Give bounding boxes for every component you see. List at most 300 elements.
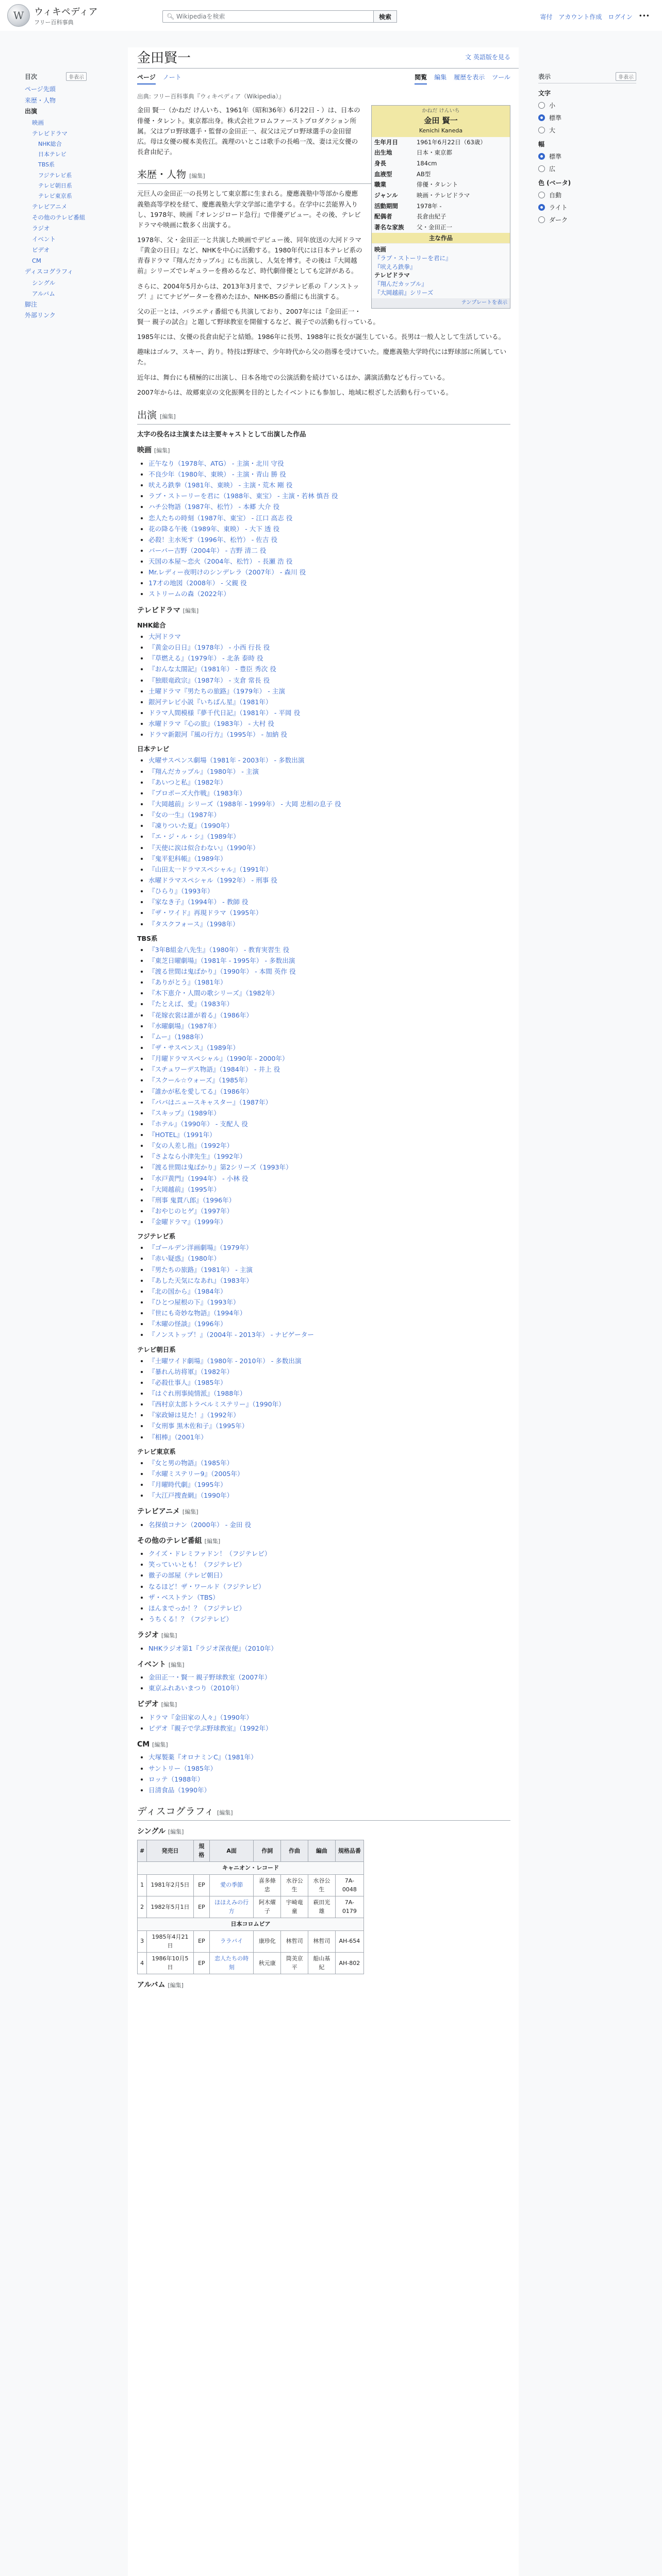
appearance-hide-button[interactable]: 非表示 <box>616 72 636 81</box>
toc-item[interactable]: テレビドラマ <box>32 129 68 137</box>
list-item-link[interactable]: 金田正一・賢一 親子野球教室（2007年） <box>148 1673 271 1682</box>
list-item-link[interactable]: 恋人たちの時刻（1987年、東宝） - 江口 高志 役 <box>148 514 293 522</box>
list-item-link[interactable]: 『さよなら小津先生』（1992年） <box>148 1153 246 1161</box>
infobox-row <box>372 201 510 212</box>
template-link[interactable]: テンプレートを表示 <box>372 298 510 308</box>
list-item-link[interactable]: 『鬼平犯科帳』（1989年） <box>148 854 227 862</box>
item-list <box>148 1243 510 1340</box>
toc-item[interactable]: 日本テレビ <box>38 150 67 158</box>
list-item-link[interactable]: 必殺！主水死す（1996年、松竹） - 佐吉 役 <box>148 535 278 544</box>
list-item <box>148 919 510 929</box>
infobox-work[interactable]: 『翔んだカップル』 <box>374 280 427 287</box>
article-main <box>128 47 519 2576</box>
list-item-link[interactable]: 『ひとつ屋根の下』（1993年） <box>148 1298 240 1307</box>
section-title: ディスコグラフィ <box>137 1806 214 1818</box>
list-item-link[interactable]: 『ホテル』（1990年） - 支配人 役 <box>148 1120 248 1128</box>
search-button[interactable]: 検索 <box>374 10 397 23</box>
list-item-link[interactable]: 『パパはニュースキャスター』（1987年） <box>148 1098 272 1106</box>
subsection-heading <box>137 1699 510 1710</box>
language-button[interactable]: 文 英語版を見る <box>465 54 510 61</box>
biography-paragraph: 元巨人の金田正一の長男として東京都に生まれる。慶應義塾中等部から慶應義塾高等学校を経て、慶應義塾大学文学部に進学する。在学中に芸能界入りし、1978年、映画『オレンジロード急行』で俳優デビュー。その後、テレビドラマや映画に数多く出演する。 <box>137 190 361 229</box>
search-input[interactable]: 🔍︎ Wikipediaを検索 <box>162 10 374 23</box>
list-item <box>148 1195 510 1206</box>
list-item-link[interactable]: 『東芝日曜劇場』（1981年 - 1995年） - 多数出演 <box>148 956 295 964</box>
list-item-link[interactable]: 『水戸黄門』（1994年） - 小林 役 <box>148 1174 249 1182</box>
list-item-link[interactable]: 『ゴールデン洋画劇場』（1979年） <box>148 1244 253 1252</box>
infobox-row <box>372 147 510 158</box>
list-item-link[interactable]: 『スチュワーデス物語』（1984年） - 井上 役 <box>148 1065 280 1074</box>
edit-link[interactable]: [編集] <box>152 1741 168 1749</box>
list-item-link[interactable]: 『家なき子』（1994年） - 教師 役 <box>148 898 249 906</box>
edit-link[interactable]: [編集] <box>217 1809 233 1817</box>
single-cell: 林哲司 <box>308 1930 336 1952</box>
toc-item[interactable]: アルバム <box>32 290 55 297</box>
list-item-link[interactable]: 『凍りついた夏』（1990年） <box>148 822 234 830</box>
list-item-link[interactable]: うちくる！？（フジテレビ） <box>148 1615 233 1623</box>
list-item-link[interactable]: 『独眼竜政宗』（1987年） - 支倉 常長 役 <box>148 676 270 684</box>
column-header: 作曲 <box>281 1840 308 1861</box>
text-size-small[interactable]: 小 <box>538 101 636 110</box>
text-size-large[interactable]: 大 <box>538 126 636 134</box>
appearance-heading: 表示 <box>538 73 551 80</box>
edit-link[interactable]: [編集] <box>183 607 199 614</box>
list-item-link[interactable]: 『あした天気になあれ』（1983年） <box>148 1276 253 1284</box>
list-item <box>148 697 510 707</box>
toc-list <box>25 84 87 321</box>
list-item-link[interactable]: 『大岡越前』シリーズ（1988年 - 1999年） - 大岡 忠相の息子 役 <box>148 800 341 808</box>
list-item-link[interactable]: 『暴れん坊将軍』（1982年） <box>148 1367 234 1376</box>
list-item <box>148 535 510 545</box>
toc-item[interactable]: イベント <box>32 235 56 243</box>
list-item <box>148 546 510 556</box>
list-item-link[interactable]: 『大岡越前』（1995年） <box>148 1185 221 1193</box>
list-item <box>148 1378 510 1388</box>
column-header: 編曲 <box>308 1840 336 1861</box>
edit-link[interactable]: [編集] <box>161 1701 177 1708</box>
list-item-link[interactable]: 不良少年（1980年、東映） - 主演・青山 勝 役 <box>148 470 286 478</box>
section-heading <box>137 1799 510 1821</box>
column-header: 発売日 <box>147 1840 194 1861</box>
list-item-link[interactable]: ラブ・ストーリーを君に（1988年、東宝） - 主演・若林 慎吾 役 <box>148 492 338 500</box>
column-header: 規格品番 <box>335 1840 363 1861</box>
view-tabs <box>415 73 510 84</box>
list-item <box>148 730 510 740</box>
single-cell: 1981年2月5日 <box>147 1874 194 1896</box>
toc-item[interactable]: ページ先頭 <box>25 86 56 93</box>
list-item-link[interactable]: 名探偵コナン（2000年） - 金田 役 <box>148 1520 252 1529</box>
list-item-link[interactable]: 『木下恵介・人間の歌シリーズ』（1982年） <box>148 989 278 997</box>
list-item-link[interactable]: 『土曜ワイド劇場』（1980年 - 2010年） - 多数出演 <box>148 1357 302 1365</box>
group-heading: テレビ朝日系 <box>137 1345 176 1353</box>
list-item-link[interactable]: クイズ・ドレミファドン！（フジテレビ） <box>148 1550 271 1558</box>
infobox-value: 1961年6月22日（63歳） <box>417 138 486 146</box>
list-item-link[interactable]: ドラマ人間模様『夢千代日記』（1981年） - 平岡 役 <box>148 709 301 717</box>
list-item-link[interactable]: 『ザ・サスペンス』（1989年） <box>148 1043 239 1052</box>
item-list <box>148 1713 510 1734</box>
list-item <box>148 513 510 523</box>
list-item-link[interactable]: 『月曜時代劇』（1995年） <box>148 1481 227 1488</box>
color-dark[interactable]: ダーク <box>538 215 636 224</box>
login-link[interactable]: ログイン <box>608 13 633 21</box>
list-item-link[interactable]: 『大江戸捜査網』（1990年） <box>148 1492 234 1500</box>
source-line: 出典: フリー百科事典『ウィキペディア（Wikipedia）』 <box>137 93 285 100</box>
list-item <box>148 1713 510 1723</box>
list-item-link[interactable]: 17才の地図（2008年） - 父親 役 <box>148 579 247 587</box>
text-size-label: 文字 <box>538 90 551 97</box>
edit-link[interactable]: [編集] <box>189 173 205 180</box>
list-item <box>148 1141 510 1151</box>
list-item-link[interactable]: 天国の本屋〜恋火（2004年、松竹） - 長瀬 浩 役 <box>148 557 293 566</box>
list-item-link[interactable]: 『家政婦は見た！』（1992年） <box>148 1411 240 1419</box>
list-item-link[interactable]: 『西村京太郎トラベルミステリー』（1990年） <box>148 1400 285 1409</box>
width-label: 幅 <box>538 141 545 148</box>
list-item <box>148 1108 510 1118</box>
toc-item[interactable]: テレビ東京系 <box>38 193 72 200</box>
list-item <box>148 1130 510 1140</box>
appearances-note: 太字の役名は主演または主要キャストとして出演した作品 <box>137 430 306 438</box>
list-item <box>148 1603 510 1614</box>
list-item <box>148 1286 510 1297</box>
list-item <box>148 1480 510 1490</box>
list-item-link[interactable]: なるほど！ザ・ワールド（フジテレビ） <box>148 1582 265 1590</box>
edit-link[interactable]: [編集] <box>160 413 176 420</box>
list-item-link[interactable]: 『北の国から』（1984年） <box>148 1287 227 1295</box>
toc-item[interactable]: 来歴・人物 <box>25 96 56 104</box>
list-item <box>148 459 510 469</box>
list-item-link[interactable]: 徹子の部屋（テレビ朝日） <box>148 1571 226 1580</box>
list-item-link[interactable]: ドラマ『金田家の人々』（1990年） <box>148 1713 253 1721</box>
list-item <box>148 1764 510 1774</box>
tab-talk[interactable]: ノート <box>162 74 181 81</box>
edit-link[interactable]: [編集] <box>182 1509 198 1516</box>
infobox-roman: Kenichi Kaneda <box>419 127 463 134</box>
list-item-link[interactable]: 『翔んだカップル』（1980年） - 主演 <box>148 767 259 775</box>
toc-item[interactable]: TBS系 <box>38 161 55 168</box>
list-item <box>148 1075 510 1086</box>
list-item <box>148 956 510 966</box>
list-item-link[interactable]: Mr.レディー夜明けのシンデレラ（2007年） - 森川 役 <box>148 568 306 577</box>
list-item-link[interactable]: 『スキップ』（1989年） <box>148 1109 220 1117</box>
list-item <box>148 642 510 653</box>
list-item-link[interactable]: 『誰かが私を愛してる』（1986年） <box>148 1087 253 1095</box>
toc-item[interactable]: フジテレビ系 <box>38 172 72 179</box>
subsection-heading <box>137 1979 510 1991</box>
biography-paragraph: 近年は、舞台にも積極的に出演し、日本各地での公演活動を続けているほか、講演活動なども行っている。 <box>137 373 449 381</box>
infobox-work: 映画 <box>374 246 386 253</box>
infobox-work[interactable]: 『吠えろ鉄拳』 <box>374 263 416 270</box>
list-item <box>148 1330 510 1340</box>
site-logo[interactable] <box>7 4 97 27</box>
list-item-link[interactable]: ビデオ『親子で学ぶ野球教室』（1992年） <box>148 1724 272 1732</box>
infobox-label: 配偶者 <box>374 213 392 221</box>
list-item-link[interactable]: サントリー（1985年） <box>148 1764 217 1772</box>
list-item <box>148 1217 510 1227</box>
list-item <box>148 567 510 578</box>
list-item <box>148 897 510 907</box>
toc-hide-button[interactable]: 非表示 <box>66 72 87 81</box>
list-item-link[interactable]: 花の降る午後（1989年、東映） - 大下 透 役 <box>148 524 280 533</box>
edit-link[interactable]: [編集] <box>168 1661 185 1668</box>
lead-paragraph: 金田 賢一（かねだ けんいち、1961年（昭和36年）6月22日 - ）は、日本の俳優・タレント。東京都出身。株式会社フロムファーストプロダクション所属。父はプロ野球選手・監督の金田正一、叔父は元プロ野球選手の金田留広。母は女優の榎本美佐江。義理のいとこは歌手の長嶋一茂、妻は元女優の長倉由紀子。 <box>137 106 360 156</box>
list-item <box>148 469 510 480</box>
single-cell[interactable]: ほほえみの行方 <box>209 1896 254 1918</box>
list-item-link[interactable]: 笑っていいとも！（フジテレビ） <box>148 1561 246 1569</box>
list-item-link[interactable]: 『おんな太閤記』（1981年） - 豊臣 秀次 役 <box>148 665 276 673</box>
group-heading: NHK総合 <box>137 621 166 630</box>
toc-item[interactable]: NHK総合 <box>38 140 62 147</box>
list-item <box>148 1184 510 1195</box>
edit-link[interactable]: [編集] <box>168 1981 184 1989</box>
list-item-link[interactable]: 大塚製薬『オロナミンC』（1981年） <box>148 1753 257 1761</box>
record-label: 日本コロムビア <box>138 1918 364 1930</box>
list-item-link[interactable]: 東京ふれあいまつり（2010年） <box>148 1684 243 1692</box>
list-item-link[interactable]: 吠えろ鉄拳（1981年、東映） - 主演・荒木 剛 役 <box>148 481 293 489</box>
list-item <box>148 977 510 988</box>
list-item <box>148 1319 510 1329</box>
list-item-link[interactable]: 『渡る世間は鬼ばかり』第2シリーズ（1993年） <box>148 1163 292 1172</box>
list-item-link[interactable]: 水曜ドラマ『心の旅』（1983年） - 大村 役 <box>148 720 274 728</box>
single-cell[interactable]: ララバイ <box>209 1930 254 1952</box>
toc-item[interactable]: ラジオ <box>32 225 50 232</box>
list-item <box>148 1582 510 1592</box>
list-item <box>148 1388 510 1399</box>
subsection-heading <box>137 1506 510 1517</box>
list-item-link[interactable]: 『赤い疑惑』（1980年） <box>148 1255 221 1263</box>
list-item <box>148 1614 510 1624</box>
list-item-link[interactable]: 『渡る世間は鬼ばかり』（1990年） - 本間 英作 役 <box>148 967 296 975</box>
list-item-link[interactable]: 『ありがとう』（1981年） <box>148 978 227 987</box>
group-heading: 日本テレビ <box>137 745 170 753</box>
list-item <box>148 1520 510 1530</box>
list-item-link[interactable]: 『黄金の日日』（1978年） - 小西 行長 役 <box>148 643 270 652</box>
infobox-work[interactable]: 『大岡越前』シリーズ <box>374 289 434 296</box>
list-item-link[interactable]: ザ・ベストテン（TBS） <box>148 1593 219 1601</box>
list-item-link[interactable]: 『3年B組金八先生』（1980年） - 教育実習生 役 <box>148 945 290 954</box>
list-item-link[interactable]: 『草燃える』（1979年） - 北条 泰時 役 <box>148 654 263 663</box>
donate-link[interactable]: 寄付 <box>540 13 553 21</box>
list-item-link[interactable]: 『山田太一ドラマスペシャル』（1991年） <box>148 865 272 873</box>
subsection-title: ビデオ <box>137 1700 159 1709</box>
list-item-link[interactable]: 『スクール☆ウォーズ』（1985年） <box>148 1076 252 1084</box>
toc-item[interactable]: シングル <box>32 279 56 286</box>
list-item-link[interactable]: 『おやじのヒゲ』（1997年） <box>148 1207 234 1215</box>
single-cell: EP <box>193 1896 209 1918</box>
list-item-link[interactable]: 日清食品（1990年） <box>148 1786 211 1794</box>
list-item-link[interactable]: 水曜ドラマスペシャル（1992年） - 刑事 役 <box>148 876 277 884</box>
list-item <box>148 1308 510 1318</box>
infobox-row <box>372 222 510 233</box>
list-item-link[interactable]: 『ノンストップ！』（2004年 - 2013年） - ナビゲーター <box>148 1331 314 1339</box>
item-list <box>148 1356 510 1443</box>
infobox-work[interactable]: 『ラブ・ストーリーを君に』 <box>374 254 452 262</box>
single-row <box>138 1952 364 1974</box>
subsection-heading <box>137 1535 510 1547</box>
list-item-link[interactable]: 『男たちの旅路』（1981年） - 主演 <box>148 1265 253 1274</box>
toc-item[interactable]: テレビ朝日系 <box>38 182 72 189</box>
subsection-heading <box>137 605 510 616</box>
list-item-link[interactable]: 『相棒』（2001年） <box>148 1433 207 1441</box>
tab-edit[interactable]: 編集 <box>434 74 447 81</box>
edit-link[interactable]: [編集] <box>204 1537 221 1545</box>
tab-tools[interactable]: ツール <box>492 74 510 81</box>
color-label: 色 (ベータ) <box>538 179 571 187</box>
edit-link[interactable]: [編集] <box>168 1828 184 1836</box>
list-item <box>148 777 510 788</box>
item-list <box>148 1458 510 1501</box>
list-item <box>148 1021 510 1031</box>
search-icon: 🔍︎ <box>167 13 175 20</box>
list-item-link[interactable]: 『ムー』（1988年） <box>148 1032 207 1041</box>
list-item-link[interactable]: 大河ドラマ <box>148 633 181 641</box>
column-header: # <box>138 1840 147 1861</box>
list-item-link[interactable]: 『女と男の物語』（1985年） <box>148 1459 234 1467</box>
list-item-link[interactable]: 『ザ・ワイド』再現ドラマ（1995年） <box>148 909 262 917</box>
single-cell[interactable]: 恋人たちの時刻 <box>209 1952 254 1974</box>
list-item-link[interactable]: 『女の人差し指』（1992年） <box>148 1142 234 1150</box>
toc-item[interactable]: その他のテレビ番組 <box>32 214 86 222</box>
item-list <box>148 755 510 929</box>
list-item-link[interactable]: 『あいつと私』（1982年） <box>148 778 227 786</box>
subsection-heading <box>137 1826 510 1837</box>
list-item-link[interactable]: 『水曜劇場』（1987年） <box>148 1022 221 1030</box>
list-item-link[interactable]: 『女の一生』（1987年） <box>148 811 221 819</box>
list-item-link[interactable]: 『ひらり』（1993年） <box>148 887 214 895</box>
list-item <box>148 664 510 674</box>
tab-history[interactable]: 履歴を表示 <box>454 74 485 81</box>
list-item-link[interactable]: ドラマ新銀河『風の行方』（1995年） - 加納 役 <box>148 731 287 739</box>
toc-item[interactable]: ディスコグラフィ <box>25 268 74 276</box>
single-cell: 阿木燿子 <box>254 1896 281 1918</box>
infobox-table <box>372 137 510 233</box>
column-header: 規格 <box>193 1840 209 1861</box>
tab-read[interactable]: 閲覧 <box>415 73 427 84</box>
list-item-link[interactable]: 『女刑事 黒木佐和子』（1995年） <box>148 1422 249 1430</box>
text-size-standard[interactable]: 標準 <box>538 113 636 122</box>
list-item-link[interactable]: 『月曜ドラマスペシャル』（1990年 - 2000年） <box>148 1055 289 1063</box>
item-list <box>148 1520 510 1530</box>
list-item-link[interactable]: ハチ公物語（1987年、松竹） - 本郷 大介 役 <box>148 503 280 511</box>
list-item-link[interactable]: 火曜サスペンス劇場（1981年 - 2003年） - 多数出演 <box>148 756 305 765</box>
single-cell: 喜多條忠 <box>254 1874 281 1896</box>
subsection-title: CM <box>137 1740 150 1749</box>
list-item-link[interactable]: NHKラジオ第1『ラジオ深夜便』（2010年） <box>148 1644 277 1652</box>
list-item-link[interactable]: バーバー吉野（2004年） - 吉野 清二 役 <box>148 546 267 554</box>
toc-item[interactable]: 外部リンク <box>25 312 56 319</box>
list-item-link[interactable]: 『水曜ミステリー9』（2005年） <box>148 1469 244 1478</box>
list-item-link[interactable]: 『たとえば、愛』（1983年） <box>148 1000 234 1008</box>
item-list <box>148 459 510 600</box>
list-item <box>148 1043 510 1053</box>
toc-item[interactable]: テレビアニメ <box>32 203 68 211</box>
list-item-link[interactable]: ストリームの森（2022年） <box>148 590 230 598</box>
edit-link[interactable]: [編集] <box>154 447 170 454</box>
more-menu-icon[interactable]: ••• <box>638 12 650 20</box>
wordmark: ウィキペディア <box>34 7 98 18</box>
tab-page[interactable]: ページ <box>137 73 156 84</box>
subsection-title: ラジオ <box>137 1631 159 1640</box>
single-row <box>138 1896 364 1918</box>
list-item-link[interactable]: ほんまでっか！？（フジテレビ） <box>148 1604 246 1612</box>
create-account-link[interactable]: アカウント作成 <box>558 13 602 21</box>
single-cell: 宇崎竜童 <box>281 1896 308 1918</box>
list-item <box>148 1549 510 1559</box>
subsection-title: その他のテレビ番組 <box>137 1536 202 1545</box>
search-form <box>162 10 397 23</box>
infobox-value: 日本・東京都 <box>417 149 452 157</box>
list-item <box>148 1683 510 1693</box>
list-item <box>148 1560 510 1570</box>
biography-paragraph: 2007年からは、故郷東京の文化振興を目的としたイベントにも参加し、地域に根ざした活動も行っている。 <box>137 388 453 396</box>
toc-item[interactable]: ビデオ <box>32 246 50 254</box>
edit-link[interactable]: [編集] <box>161 1632 177 1639</box>
item-list <box>148 945 510 1228</box>
infobox-value: 長倉由紀子 <box>417 213 446 221</box>
list-item-link[interactable]: 正午なり（1978年、ATG） - 主演・北川 守役 <box>148 459 284 467</box>
subsection-heading <box>137 445 510 456</box>
list-item <box>148 1265 510 1275</box>
infobox-value: 1978年 - <box>417 202 442 210</box>
infobox-kana: かねだ けんいち <box>422 108 460 114</box>
list-item-link[interactable]: 『花嫁衣裳は誰が着る』（1986年） <box>148 1011 253 1019</box>
subsection-heading <box>137 1739 510 1750</box>
list-item-link[interactable]: 『プロポーズ大作戦』（1983年） <box>148 789 246 797</box>
list-item-link[interactable]: 『木曜の怪談』（1996年） <box>148 1320 227 1328</box>
width-wide[interactable]: 広 <box>538 164 636 173</box>
list-item <box>148 556 510 567</box>
list-item-link[interactable]: 土曜ドラマ『男たちの旅路』（1979年） - 主演 <box>148 687 285 695</box>
infobox-label: 職業 <box>374 181 386 189</box>
width-standard[interactable]: 標準 <box>538 152 636 161</box>
list-item-link[interactable]: 『必殺仕事人』（1985年） <box>148 1378 227 1386</box>
list-item-link[interactable]: 『エ・ジ・ル・シ』（1989年） <box>148 833 240 841</box>
color-light[interactable]: ライト <box>538 203 636 212</box>
list-item <box>148 491 510 501</box>
list-item-link[interactable]: 銀河テレビ小説『いちばん星』（1981年） <box>148 698 272 706</box>
toc-item[interactable]: CM <box>32 257 41 265</box>
list-item-link[interactable]: 『金曜ドラマ』（1999年） <box>148 1218 227 1226</box>
list-item-link[interactable]: 『はぐれ刑事純情派』（1988年） <box>148 1389 246 1398</box>
list-item <box>148 767 510 777</box>
list-item-link[interactable]: 『タスクフォース』（1998年） <box>148 920 239 928</box>
list-item <box>148 1723 510 1734</box>
list-item <box>148 1570 510 1581</box>
infobox <box>371 105 510 308</box>
toc-item[interactable]: 映画 <box>32 118 44 126</box>
single-cell: 1985年4月21日 <box>147 1930 194 1952</box>
toc-item[interactable]: 出演 <box>25 108 38 115</box>
column-header: 作詞 <box>254 1840 281 1861</box>
list-item <box>148 854 510 864</box>
list-item-link[interactable]: 『世にも奇妙な物語』（1994年） <box>148 1309 246 1317</box>
list-item-link[interactable]: ロッテ（1988年） <box>148 1775 204 1783</box>
list-item-link[interactable]: 『天使に涙は似合わない』（1990年） <box>148 843 259 852</box>
list-item <box>148 945 510 955</box>
toc-item[interactable]: 脚注 <box>25 300 38 308</box>
list-item <box>148 1469 510 1479</box>
list-item <box>148 632 510 642</box>
globe-logo-icon: W <box>7 4 30 27</box>
single-cell[interactable]: 愛の季節 <box>209 1874 254 1896</box>
infobox-row <box>372 158 510 169</box>
list-item <box>148 1032 510 1042</box>
list-item <box>148 1243 510 1253</box>
list-item-link[interactable]: 『HOTEL』（1991年） <box>148 1131 216 1139</box>
list-item-link[interactable]: 『刑事 鬼貫八郎』（1996年） <box>148 1196 236 1204</box>
list-item <box>148 480 510 490</box>
color-auto[interactable]: 自動 <box>538 191 636 199</box>
item-list <box>148 1752 510 1795</box>
user-links <box>540 12 650 21</box>
